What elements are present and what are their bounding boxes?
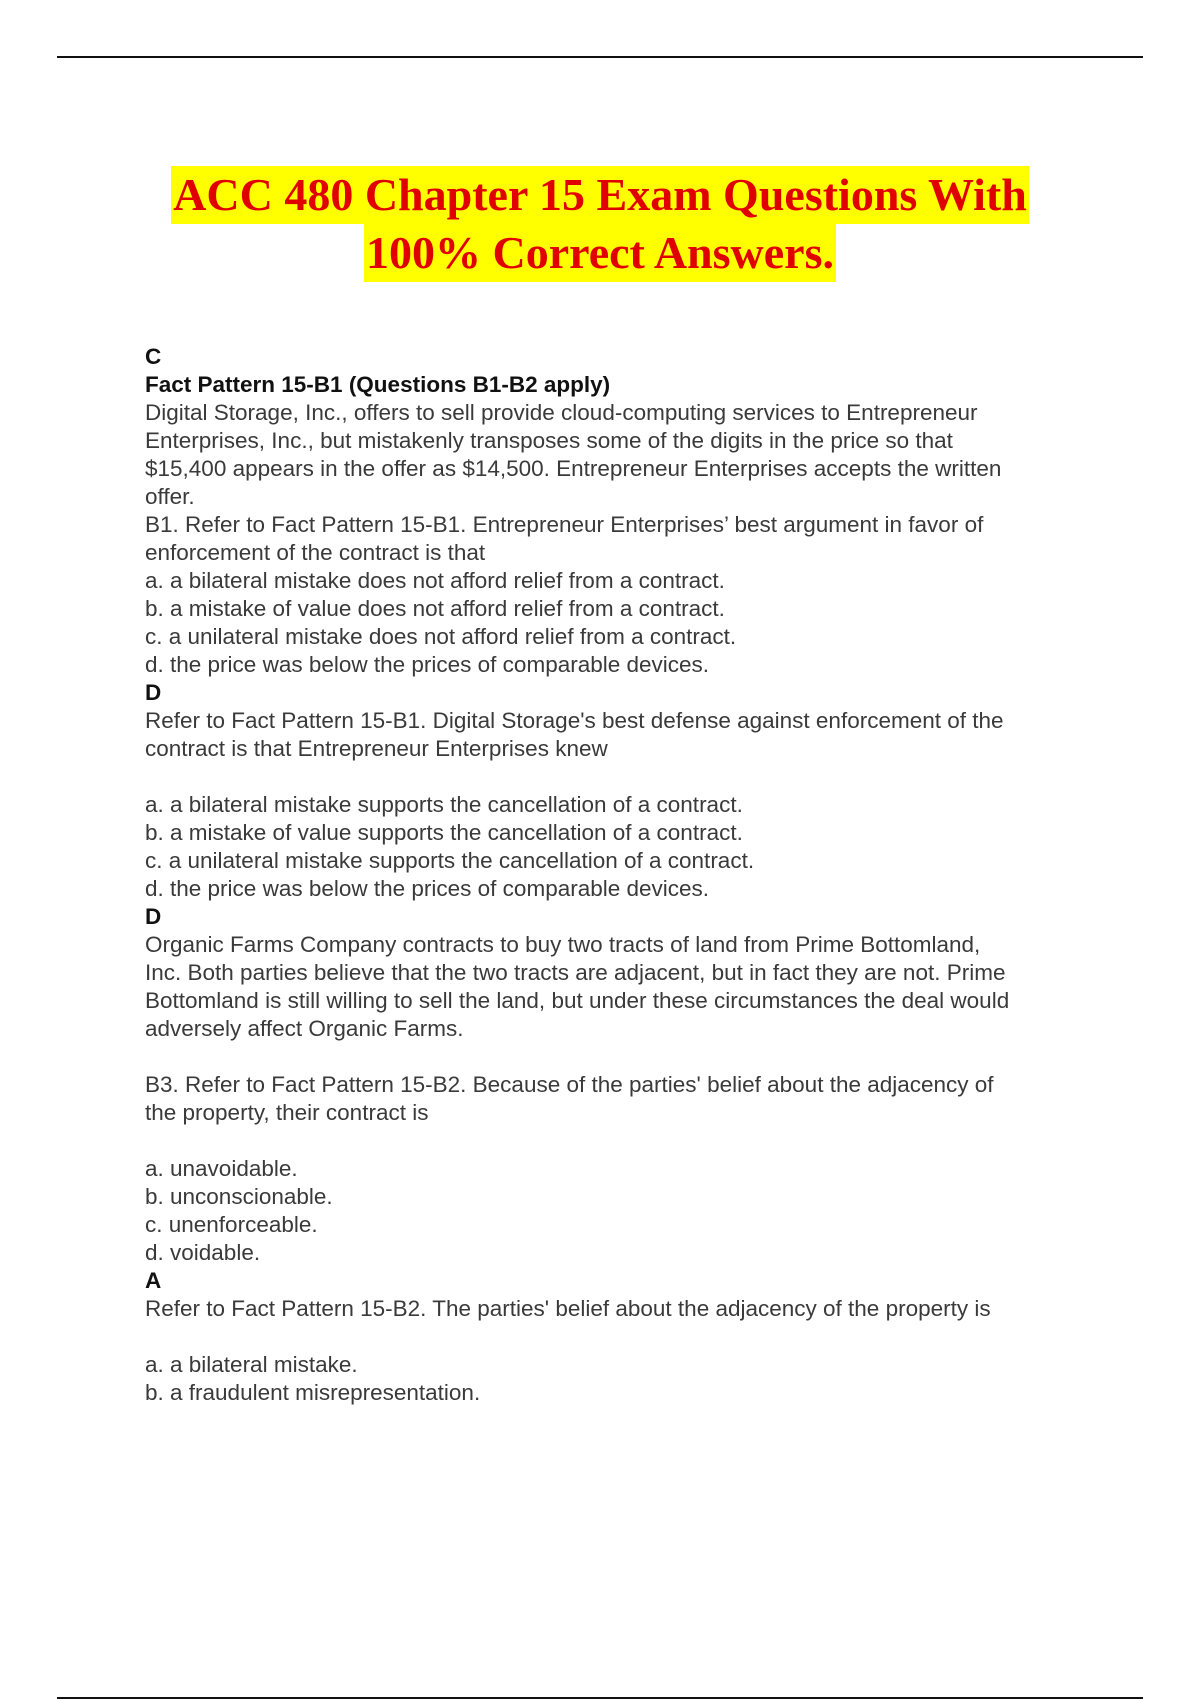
document-title bbox=[0, 166, 1200, 282]
text-line: b. a fraudulent misrepresentation. bbox=[145, 1380, 481, 1405]
title-line-1: ACC 480 Chapter 15 Exam Questions With bbox=[171, 166, 1029, 224]
text-line: a. a bilateral mistake. bbox=[145, 1352, 358, 1377]
answer-or-heading-line: D bbox=[145, 904, 162, 929]
text-line: d. voidable. bbox=[145, 1240, 261, 1265]
text-line: b. a mistake of value does not afford relief from a contract. bbox=[145, 596, 725, 621]
text-line: the property, their contract is bbox=[145, 1100, 429, 1125]
answer-or-heading-line: Fact Pattern 15-B1 (Questions B1-B2 apply) bbox=[145, 372, 611, 397]
text-line: b. a mistake of value supports the cancellation of a contract. bbox=[145, 820, 743, 845]
answer-or-heading-line: D bbox=[145, 680, 162, 705]
text-line: Inc. Both parties believe that the two tracts are adjacent, but in fact they are not. Prime bbox=[145, 960, 1006, 985]
blank-line bbox=[145, 763, 1085, 791]
text-line: Organic Farms Company contracts to buy two tracts of land from Prime Bottomland, bbox=[145, 932, 981, 957]
text-line: Refer to Fact Pattern 15-B1. Digital Storage's best defense against enforcement of the bbox=[145, 708, 1004, 733]
text-line: a. a bilateral mistake does not afford relief from a contract. bbox=[145, 568, 725, 593]
text-line: Refer to Fact Pattern 15-B2. The parties' belief about the adjacency of the property is bbox=[145, 1296, 991, 1321]
text-line: B3. Refer to Fact Pattern 15-B2. Because of the parties' belief about the adjacency of bbox=[145, 1072, 994, 1097]
text-line: offer. bbox=[145, 484, 195, 509]
text-line: a. unavoidable. bbox=[145, 1156, 298, 1181]
top-rule bbox=[57, 56, 1143, 58]
blank-line bbox=[145, 1043, 1085, 1071]
text-line: d. the price was below the prices of comparable devices. bbox=[145, 876, 710, 901]
text-line: B1. Refer to Fact Pattern 15-B1. Entrepreneur Enterprises’ best argument in favor of bbox=[145, 512, 984, 537]
text-line: c. a unilateral mistake supports the cancellation of a contract. bbox=[145, 848, 755, 873]
text-line: a. a bilateral mistake supports the cancellation of a contract. bbox=[145, 792, 743, 817]
text-line: Enterprises, Inc., but mistakenly transposes some of the digits in the price so that bbox=[145, 428, 953, 453]
blank-line bbox=[145, 1127, 1085, 1155]
bottom-rule bbox=[57, 1697, 1143, 1699]
answer-or-heading-line: A bbox=[145, 1268, 162, 1293]
blank-line bbox=[145, 1323, 1085, 1351]
document-body bbox=[145, 343, 1085, 1407]
text-line: enforcement of the contract is that bbox=[145, 540, 486, 565]
answer-or-heading-line: C bbox=[145, 344, 162, 369]
text-line: adversely affect Organic Farms. bbox=[145, 1016, 464, 1041]
text-line: b. unconscionable. bbox=[145, 1184, 333, 1209]
text-line: c. unenforceable. bbox=[145, 1212, 318, 1237]
title-line-2: 100% Correct Answers. bbox=[364, 224, 836, 282]
text-line: contract is that Entrepreneur Enterprises knew bbox=[145, 736, 608, 761]
text-line: c. a unilateral mistake does not afford relief from a contract. bbox=[145, 624, 737, 649]
text-line: d. the price was below the prices of comparable devices. bbox=[145, 652, 710, 677]
text-line: $15,400 appears in the offer as $14,500. Entrepreneur Enterprises accepts the written bbox=[145, 456, 1002, 481]
text-line: Digital Storage, Inc., offers to sell provide cloud-computing services to Entrepreneur bbox=[145, 400, 978, 425]
text-line: Bottomland is still willing to sell the land, but under these circumstances the deal would bbox=[145, 988, 1010, 1013]
